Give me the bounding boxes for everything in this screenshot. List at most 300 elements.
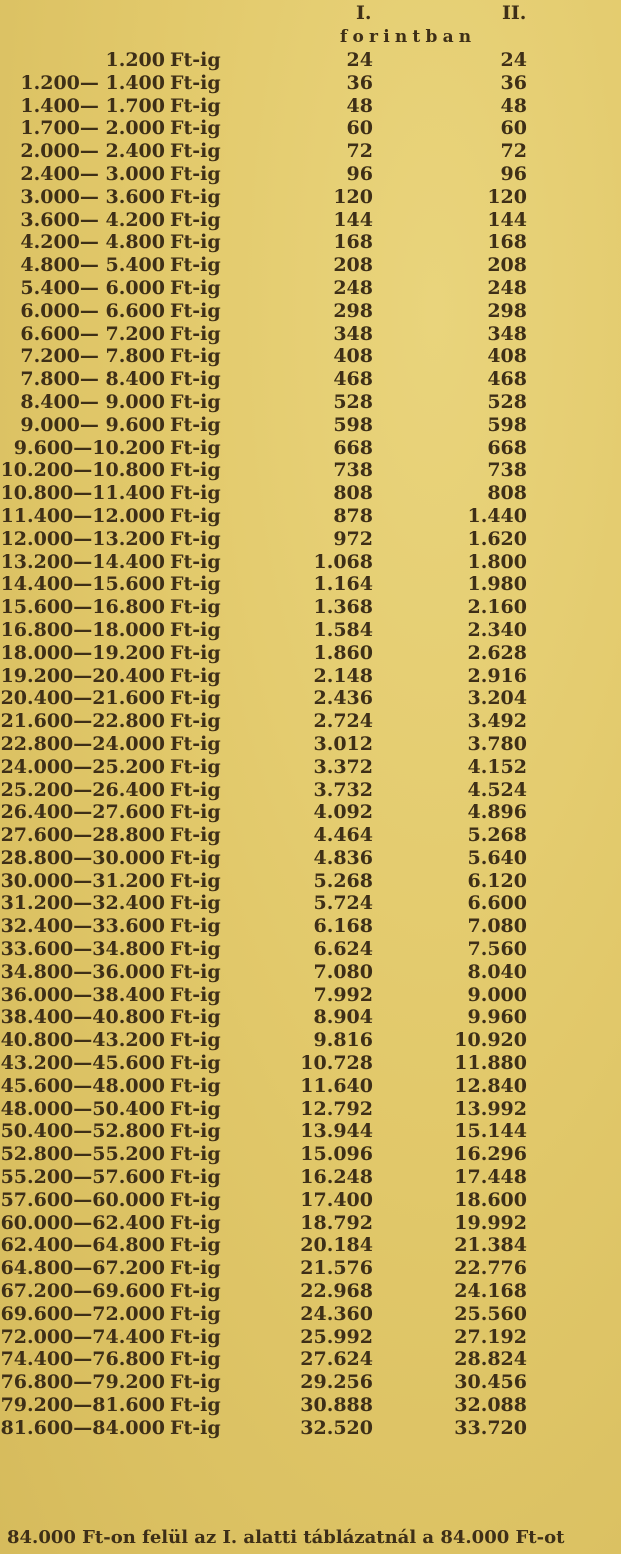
col2-value: 8.040 <box>467 960 527 983</box>
col2-value: 9.000 <box>467 983 527 1006</box>
table-row <box>0 391 621 414</box>
range-cell: 28.800—30.000 <box>0 846 165 869</box>
col1-value: 18.792 <box>300 1211 373 1234</box>
col1-value: 5.724 <box>313 892 373 915</box>
range-cell: 48.000—50.400 <box>0 1097 165 1120</box>
unit-cell: Ft-ig <box>170 162 221 185</box>
range-cell: 9.000— 9.600 <box>20 413 165 436</box>
unit-cell: Ft-ig <box>170 345 221 368</box>
table-row <box>0 140 621 163</box>
col1-value: 13.944 <box>300 1120 373 1143</box>
table-row <box>0 345 621 368</box>
unit-cell: Ft-ig <box>170 1006 221 1029</box>
range-cell: 2.400— 3.000 <box>20 162 165 185</box>
table-row <box>0 254 621 277</box>
col1-value: 1.068 <box>313 550 373 573</box>
col2-value: 5.268 <box>467 824 527 847</box>
col1-value: 4.464 <box>313 824 373 847</box>
col2-value: 27.192 <box>454 1325 527 1348</box>
footer-text: 84.000 Ft-on felül az I. alatti táblázatnál a 84.000 Ft-ot <box>7 1527 565 1548</box>
col1-value: 972 <box>333 527 373 550</box>
unit-cell: Ft-ig <box>170 413 221 436</box>
table-row <box>0 1006 621 1029</box>
table-row <box>0 163 621 186</box>
range-cell: 22.800—24.000 <box>0 732 165 755</box>
table-row <box>0 117 621 140</box>
unit-cell: Ft-ig <box>170 459 221 482</box>
column-header-1: I. <box>356 2 372 24</box>
table-row <box>0 528 621 551</box>
unit-cell: Ft-ig <box>170 550 221 573</box>
range-cell: 79.200—81.600 <box>0 1394 165 1417</box>
col1-value: 11.640 <box>300 1074 373 1097</box>
table-row <box>0 687 621 710</box>
table-row <box>0 414 621 437</box>
unit-cell: Ft-ig <box>170 140 221 163</box>
table-row <box>0 1120 621 1143</box>
table-row <box>0 437 621 460</box>
col1-value: 24 <box>346 49 373 71</box>
unit-cell: Ft-ig <box>170 71 221 94</box>
unit-cell: Ft-ig <box>170 1234 221 1257</box>
unit-cell: Ft-ig <box>170 824 221 847</box>
table-row <box>0 186 621 209</box>
range-cell: 72.000—74.400 <box>0 1325 165 1348</box>
col2-value: 598 <box>487 413 527 436</box>
table-row <box>0 961 621 984</box>
range-cell: 1.400— 1.700 <box>20 94 165 117</box>
range-cell: 76.800—79.200 <box>0 1371 165 1394</box>
table-row <box>0 72 621 95</box>
table-row <box>0 665 621 688</box>
col2-value: 1.620 <box>467 527 527 550</box>
table-row <box>0 231 621 254</box>
table-row <box>0 915 621 938</box>
unit-cell: Ft-ig <box>170 846 221 869</box>
col2-value: 168 <box>487 231 527 254</box>
range-cell: 6.600— 7.200 <box>20 322 165 345</box>
col2-value: 1.440 <box>467 504 527 527</box>
range-cell: 10.800—11.400 <box>0 482 165 505</box>
col2-value: 4.896 <box>467 801 527 824</box>
range-cell: 4.800— 5.400 <box>20 254 165 277</box>
col2-value: 32.088 <box>454 1394 527 1417</box>
table-row <box>0 209 621 232</box>
table-row <box>0 710 621 733</box>
table-row <box>0 870 621 893</box>
col2-value: 13.992 <box>454 1097 527 1120</box>
range-cell: 40.800—43.200 <box>0 1029 165 1052</box>
table-row <box>0 1326 621 1349</box>
unit-cell: Ft-ig <box>170 436 221 459</box>
col2-value: 298 <box>487 299 527 322</box>
range-cell: 25.200—26.400 <box>0 778 165 801</box>
col1-value: 208 <box>333 254 373 277</box>
range-cell: 7.200— 7.800 <box>20 345 165 368</box>
table-row <box>0 368 621 391</box>
col2-value: 19.992 <box>454 1211 527 1234</box>
col2-value: 808 <box>487 482 527 505</box>
table-row <box>0 551 621 574</box>
range-cell: 2.000— 2.400 <box>20 140 165 163</box>
range-cell: 69.600—72.000 <box>0 1302 165 1325</box>
col2-value: 16.296 <box>454 1143 527 1166</box>
col2-value: 2.916 <box>467 664 527 687</box>
range-cell: 4.200— 4.800 <box>20 231 165 254</box>
range-cell: 62.400—64.800 <box>0 1234 165 1257</box>
range-cell: 7.800— 8.400 <box>20 368 165 391</box>
unit-cell: Ft-ig <box>170 1211 221 1234</box>
table-row <box>0 323 621 346</box>
table-row <box>0 1212 621 1235</box>
col1-value: 12.792 <box>300 1097 373 1120</box>
col1-value: 1.368 <box>313 596 373 619</box>
table-row <box>0 938 621 961</box>
col2-value: 10.920 <box>454 1029 527 1052</box>
table-row <box>0 619 621 642</box>
unit-cell: Ft-ig <box>170 322 221 345</box>
col1-value: 72 <box>346 140 373 163</box>
unit-cell: Ft-ig <box>170 664 221 687</box>
col2-value: 25.560 <box>454 1302 527 1325</box>
unit-cell: Ft-ig <box>170 755 221 778</box>
col2-value: 2.340 <box>467 618 527 641</box>
col2-value: 3.780 <box>467 732 527 755</box>
table-row <box>0 1348 621 1371</box>
unit-cell: Ft-ig <box>170 892 221 915</box>
unit-cell: Ft-ig <box>170 778 221 801</box>
unit-cell: Ft-ig <box>170 1394 221 1417</box>
table-row <box>0 1166 621 1189</box>
unit-cell: Ft-ig <box>170 641 221 664</box>
col1-value: 598 <box>333 413 373 436</box>
table-row <box>0 1098 621 1121</box>
col1-value: 36 <box>346 71 373 94</box>
range-cell: 38.400—40.800 <box>0 1006 165 1029</box>
col2-value: 738 <box>487 459 527 482</box>
col1-value: 3.732 <box>313 778 373 801</box>
unit-cell: Ft-ig <box>170 390 221 413</box>
range-cell: 64.800—67.200 <box>0 1257 165 1280</box>
unit-cell: Ft-ig <box>170 1052 221 1075</box>
range-cell: 43.200—45.600 <box>0 1052 165 1075</box>
range-cell: 1.200— 1.400 <box>20 71 165 94</box>
col1-value: 32.520 <box>300 1416 373 1439</box>
column-header-2: II. <box>502 2 527 24</box>
col1-value: 10.728 <box>300 1052 373 1075</box>
unit-cell: Ft-ig <box>170 1302 221 1325</box>
col2-value: 468 <box>487 368 527 391</box>
unit-cell: Ft-ig <box>170 1348 221 1371</box>
unit-cell: Ft-ig <box>170 596 221 619</box>
col1-value: 120 <box>333 185 373 208</box>
col1-value: 1.164 <box>313 573 373 596</box>
col1-value: 16.248 <box>300 1166 373 1189</box>
col2-value: 3.492 <box>467 710 527 733</box>
col2-value: 12.840 <box>454 1074 527 1097</box>
table-row <box>0 984 621 1007</box>
col1-value: 15.096 <box>300 1143 373 1166</box>
col2-value: 3.204 <box>467 687 527 710</box>
table-row <box>0 1417 621 1440</box>
col1-value: 7.992 <box>313 983 373 1006</box>
unit-cell: Ft-ig <box>170 1280 221 1303</box>
col1-value: 4.836 <box>313 846 373 869</box>
col2-value: 9.960 <box>467 1006 527 1029</box>
col1-value: 668 <box>333 436 373 459</box>
col2-value: 348 <box>487 322 527 345</box>
col1-value: 21.576 <box>300 1257 373 1280</box>
col1-value: 3.372 <box>313 755 373 778</box>
unit-cell: Ft-ig <box>170 1097 221 1120</box>
unit-cell: Ft-ig <box>170 527 221 550</box>
col1-value: 7.080 <box>313 960 373 983</box>
table-row <box>0 95 621 118</box>
col1-value: 27.624 <box>300 1348 373 1371</box>
col1-value: 60 <box>346 117 373 140</box>
col2-value: 7.080 <box>467 915 527 938</box>
range-cell: 31.200—32.400 <box>0 892 165 915</box>
unit-label: forintban <box>340 27 477 47</box>
col1-value: 808 <box>333 482 373 505</box>
table-row <box>0 1234 621 1257</box>
col1-value: 1.860 <box>313 641 373 664</box>
table-row <box>0 801 621 824</box>
col2-value: 528 <box>487 390 527 413</box>
unit-cell: Ft-ig <box>170 1143 221 1166</box>
col1-value: 144 <box>333 208 373 231</box>
col2-value: 72 <box>500 140 527 163</box>
col2-value: 22.776 <box>454 1257 527 1280</box>
table-row <box>0 733 621 756</box>
unit-cell: Ft-ig <box>170 1416 221 1439</box>
col1-value: 528 <box>333 390 373 413</box>
unit-cell: Ft-ig <box>170 185 221 208</box>
table-row <box>0 847 621 870</box>
unit-cell: Ft-ig <box>170 1074 221 1097</box>
col1-value: 8.904 <box>313 1006 373 1029</box>
col2-value: 28.824 <box>454 1348 527 1371</box>
col2-value: 24 <box>500 49 527 71</box>
col1-value: 2.724 <box>313 710 373 733</box>
col1-value: 6.624 <box>313 938 373 961</box>
range-cell: 60.000—62.400 <box>0 1211 165 1234</box>
range-cell: 26.400—27.600 <box>0 801 165 824</box>
range-cell: 33.600—34.800 <box>0 938 165 961</box>
unit-cell: Ft-ig <box>170 1120 221 1143</box>
unit-cell: Ft-ig <box>170 687 221 710</box>
col2-value: 7.560 <box>467 938 527 961</box>
col1-value: 25.992 <box>300 1325 373 1348</box>
unit-cell: Ft-ig <box>170 1325 221 1348</box>
col2-value: 668 <box>487 436 527 459</box>
col2-value: 120 <box>487 185 527 208</box>
col1-value: 1.584 <box>313 618 373 641</box>
col2-value: 208 <box>487 254 527 277</box>
table-row <box>0 277 621 300</box>
range-cell: 14.400—15.600 <box>0 573 165 596</box>
col1-value: 298 <box>333 299 373 322</box>
table-row <box>0 1075 621 1098</box>
col1-value: 96 <box>346 162 373 185</box>
table-row <box>0 1280 621 1303</box>
col1-value: 4.092 <box>313 801 373 824</box>
range-cell: 12.000—13.200 <box>0 527 165 550</box>
range-cell: 27.600—28.800 <box>0 824 165 847</box>
unit-cell: Ft-ig <box>170 117 221 140</box>
col1-value: 5.268 <box>313 869 373 892</box>
col2-value: 408 <box>487 345 527 368</box>
col1-value: 17.400 <box>300 1188 373 1211</box>
range-cell: 32.400—33.600 <box>0 915 165 938</box>
col2-value: 33.720 <box>454 1416 527 1439</box>
col2-value: 4.524 <box>467 778 527 801</box>
col2-value: 11.880 <box>454 1052 527 1075</box>
range-cell: 18.000—19.200 <box>0 641 165 664</box>
col2-value: 5.640 <box>467 846 527 869</box>
unit-cell: Ft-ig <box>170 710 221 733</box>
range-cell: 13.200—14.400 <box>0 550 165 573</box>
unit-cell: Ft-ig <box>170 1166 221 1189</box>
table-row <box>0 1143 621 1166</box>
col2-value: 2.160 <box>467 596 527 619</box>
unit-cell: Ft-ig <box>170 732 221 755</box>
col2-value: 60 <box>500 117 527 140</box>
range-cell: 24.000—25.200 <box>0 755 165 778</box>
range-cell: 45.600—48.000 <box>0 1074 165 1097</box>
range-cell: 8.400— 9.000 <box>20 390 165 413</box>
range-cell: 16.800—18.000 <box>0 618 165 641</box>
range-cell: 57.600—60.000 <box>0 1188 165 1211</box>
unit-cell: Ft-ig <box>170 1188 221 1211</box>
table-row <box>0 49 621 72</box>
range-cell: 11.400—12.000 <box>0 504 165 527</box>
range-cell: 9.600—10.200 <box>13 436 165 459</box>
col1-value: 168 <box>333 231 373 254</box>
col1-value: 348 <box>333 322 373 345</box>
table-row <box>0 1303 621 1326</box>
table-row <box>0 892 621 915</box>
range-cell: 1.700— 2.000 <box>20 117 165 140</box>
unit-cell: Ft-ig <box>170 573 221 596</box>
range-cell: 19.200—20.400 <box>0 664 165 687</box>
table-row <box>0 642 621 665</box>
table-row <box>0 459 621 482</box>
unit-cell: Ft-ig <box>170 1029 221 1052</box>
table-row <box>0 1189 621 1212</box>
range-cell: 3.600— 4.200 <box>20 208 165 231</box>
range-cell: 30.000—31.200 <box>0 869 165 892</box>
col2-value: 96 <box>500 162 527 185</box>
col1-value: 2.436 <box>313 687 373 710</box>
range-cell: 67.200—69.600 <box>0 1280 165 1303</box>
tax-table <box>0 49 621 1440</box>
table-row <box>0 596 621 619</box>
range-cell: 20.400—21.600 <box>0 687 165 710</box>
range-cell: 6.000— 6.600 <box>20 299 165 322</box>
col2-value: 4.152 <box>467 755 527 778</box>
col2-value: 6.120 <box>467 869 527 892</box>
col2-value: 15.144 <box>454 1120 527 1143</box>
unit-cell: Ft-ig <box>170 49 221 71</box>
col1-value: 22.968 <box>300 1280 373 1303</box>
unit-cell: Ft-ig <box>170 960 221 983</box>
col1-value: 6.168 <box>313 915 373 938</box>
table-row <box>0 756 621 779</box>
unit-cell: Ft-ig <box>170 208 221 231</box>
unit-cell: Ft-ig <box>170 983 221 1006</box>
col2-value: 21.384 <box>454 1234 527 1257</box>
col1-value: 468 <box>333 368 373 391</box>
unit-cell: Ft-ig <box>170 276 221 299</box>
range-cell: 3.000— 3.600 <box>20 185 165 208</box>
col2-value: 6.600 <box>467 892 527 915</box>
range-cell: 74.400—76.800 <box>0 1348 165 1371</box>
col2-value: 248 <box>487 276 527 299</box>
table-row <box>0 482 621 505</box>
col2-value: 18.600 <box>454 1188 527 1211</box>
table-row <box>0 1371 621 1394</box>
unit-cell: Ft-ig <box>170 368 221 391</box>
unit-cell: Ft-ig <box>170 231 221 254</box>
range-cell: 52.800—55.200 <box>0 1143 165 1166</box>
col1-value: 9.816 <box>313 1029 373 1052</box>
col1-value: 248 <box>333 276 373 299</box>
table-row <box>0 505 621 528</box>
col2-value: 1.800 <box>467 550 527 573</box>
range-cell: 15.600—16.800 <box>0 596 165 619</box>
range-cell: 5.400— 6.000 <box>20 276 165 299</box>
col1-value: 48 <box>346 94 373 117</box>
col1-value: 738 <box>333 459 373 482</box>
table-row <box>0 1052 621 1075</box>
col2-value: 144 <box>487 208 527 231</box>
table-row <box>0 1029 621 1052</box>
range-cell: 1.200 <box>105 49 165 71</box>
table-row <box>0 779 621 802</box>
range-cell: 34.800—36.000 <box>0 960 165 983</box>
table-row <box>0 300 621 323</box>
table-row <box>0 1394 621 1417</box>
unit-cell: Ft-ig <box>170 618 221 641</box>
col1-value: 20.184 <box>300 1234 373 1257</box>
unit-cell: Ft-ig <box>170 504 221 527</box>
range-cell: 50.400—52.800 <box>0 1120 165 1143</box>
col2-value: 2.628 <box>467 641 527 664</box>
table-row <box>0 573 621 596</box>
col1-value: 3.012 <box>313 732 373 755</box>
unit-cell: Ft-ig <box>170 801 221 824</box>
col2-value: 24.168 <box>454 1280 527 1303</box>
range-cell: 81.600—84.000 <box>0 1416 165 1439</box>
col2-value: 36 <box>500 71 527 94</box>
unit-cell: Ft-ig <box>170 1371 221 1394</box>
col2-value: 1.980 <box>467 573 527 596</box>
col1-value: 30.888 <box>300 1394 373 1417</box>
unit-cell: Ft-ig <box>170 94 221 117</box>
col1-value: 2.148 <box>313 664 373 687</box>
unit-cell: Ft-ig <box>170 254 221 277</box>
col1-value: 408 <box>333 345 373 368</box>
range-cell: 36.000—38.400 <box>0 983 165 1006</box>
unit-cell: Ft-ig <box>170 869 221 892</box>
unit-cell: Ft-ig <box>170 915 221 938</box>
unit-cell: Ft-ig <box>170 482 221 505</box>
col2-value: 30.456 <box>454 1371 527 1394</box>
table-row <box>0 1257 621 1280</box>
table-row <box>0 824 621 847</box>
col1-value: 24.360 <box>300 1302 373 1325</box>
